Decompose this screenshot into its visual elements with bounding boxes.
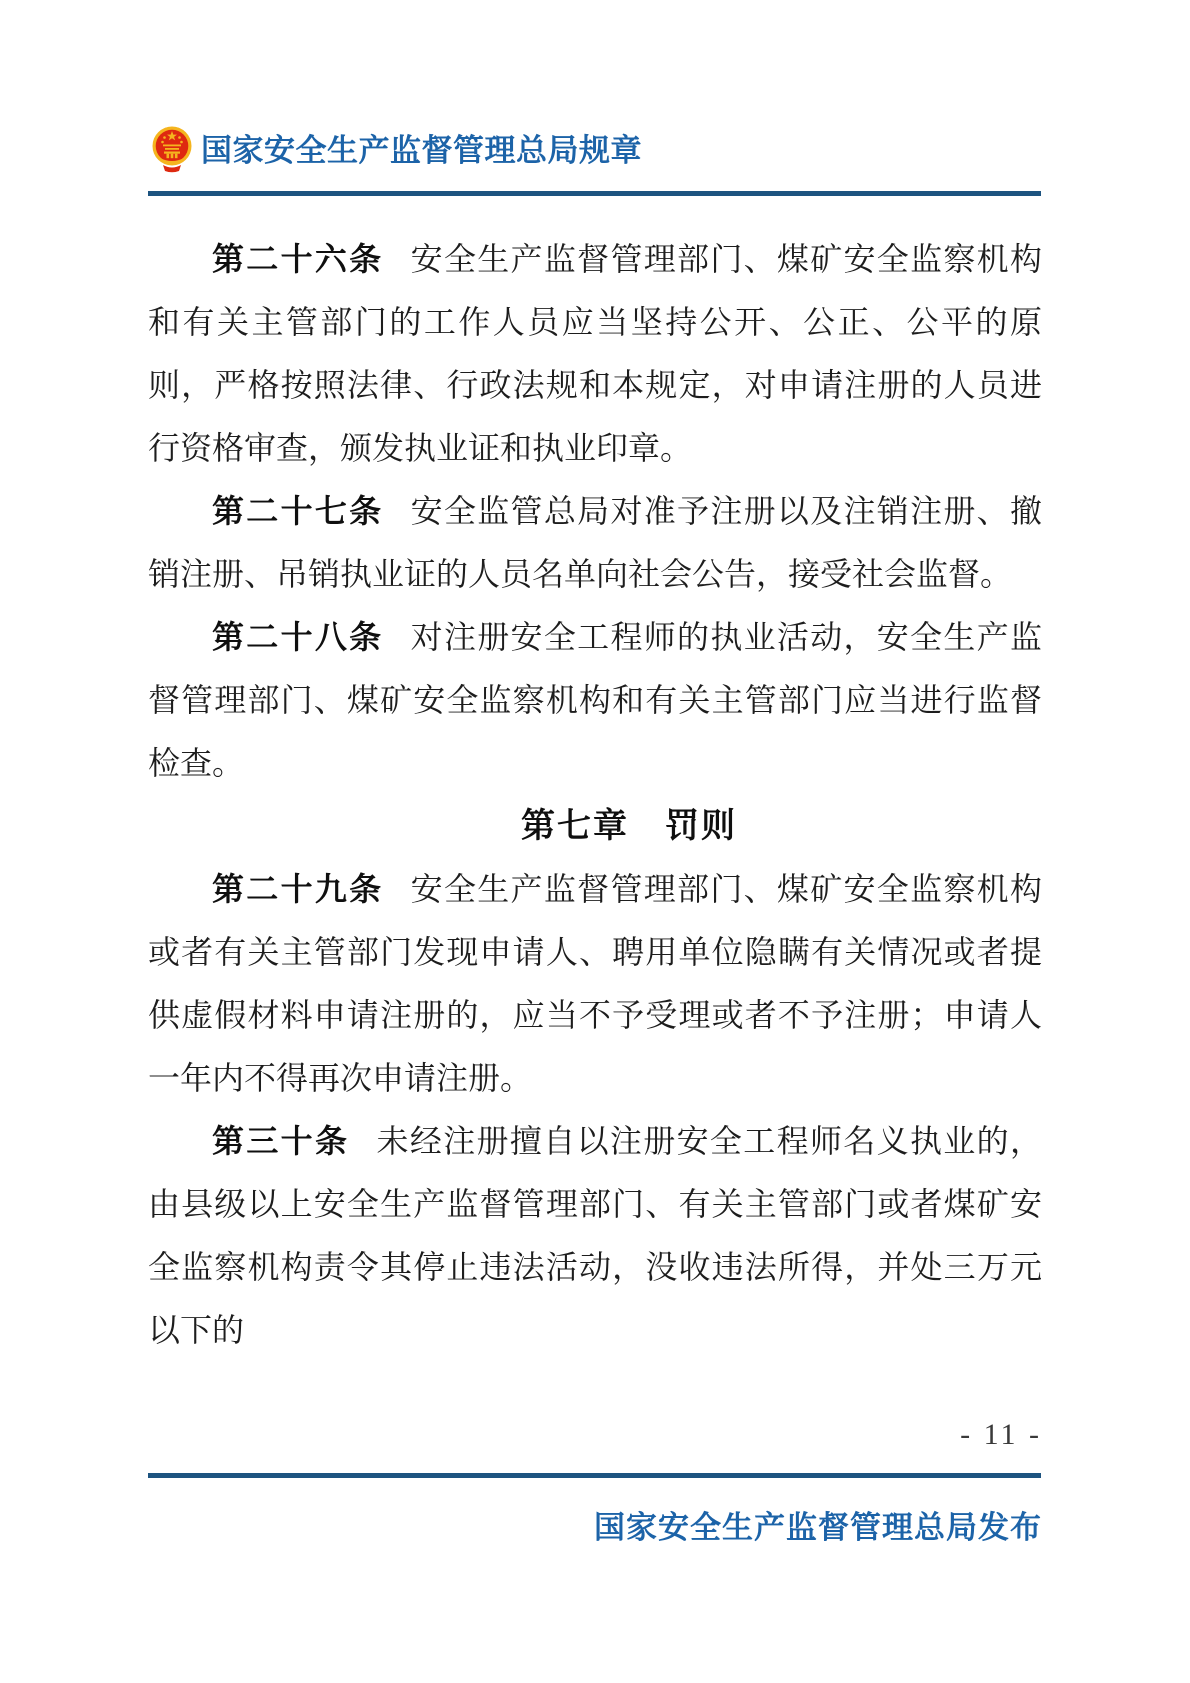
page-number: - 11 - <box>960 1418 1042 1451</box>
article-26-number: 第二十六条 <box>212 241 384 277</box>
article-28-paragraph <box>148 606 1042 795</box>
article-30-number: 第三十条 <box>212 1123 350 1159</box>
header-title: 国家安全生产监督管理总局规章 <box>201 133 642 168</box>
national-emblem-icon <box>152 125 192 173</box>
article-30-paragraph <box>148 1110 1042 1362</box>
document-body <box>148 228 1042 1362</box>
article-27-paragraph <box>148 480 1042 606</box>
article-26-text: 安全生产监督管理部门、煤矿安全监察机构和有关主管部门的工作人员应当坚持公开、公正、公平的原则，严格按照法律、行政法规和本规定，对申请注册的人员进行资格审查，颁发执业证和执业印章。 <box>148 241 1042 466</box>
article-29-paragraph <box>148 858 1042 1110</box>
header-divider-rule <box>148 191 1041 196</box>
article-29-number: 第二十九条 <box>212 871 384 907</box>
article-26-paragraph <box>148 228 1042 480</box>
footer-divider-rule <box>148 1473 1041 1478</box>
article-27-number: 第二十七条 <box>212 493 384 529</box>
article-30-text: 未经注册擅自以注册安全工程师名义执业的，由县级以上安全生产监督管理部门、有关主管部门或者煤矿安全监察机构责令其停止违法活动，没收违法所得，并处三万元以下的 <box>148 1123 1042 1348</box>
chapter-7-heading: 第七章 罚则 <box>521 807 737 845</box>
article-29-text: 安全生产监督管理部门、煤矿安全监察机构或者有关主管部门发现申请人、聘用单位隐瞒有关情况或者提供虚假材料申请注册的，应当不予受理或者不予注册；申请人一年内不得再次申请注册。 <box>148 871 1042 1096</box>
article-28-number: 第二十八条 <box>212 619 384 655</box>
footer-publisher: 国家安全生产监督管理总局发布 <box>594 1510 1042 1545</box>
article-28-text: 对注册安全工程师的执业活动，安全生产监督管理部门、煤矿安全监察机构和有关主管部门应当进行监督检查。 <box>148 619 1042 781</box>
article-27-text: 安全监管总局对准予注册以及注销注册、撤销注册、吊销执业证的人员名单向社会公告，接受社会监督。 <box>148 493 1042 592</box>
